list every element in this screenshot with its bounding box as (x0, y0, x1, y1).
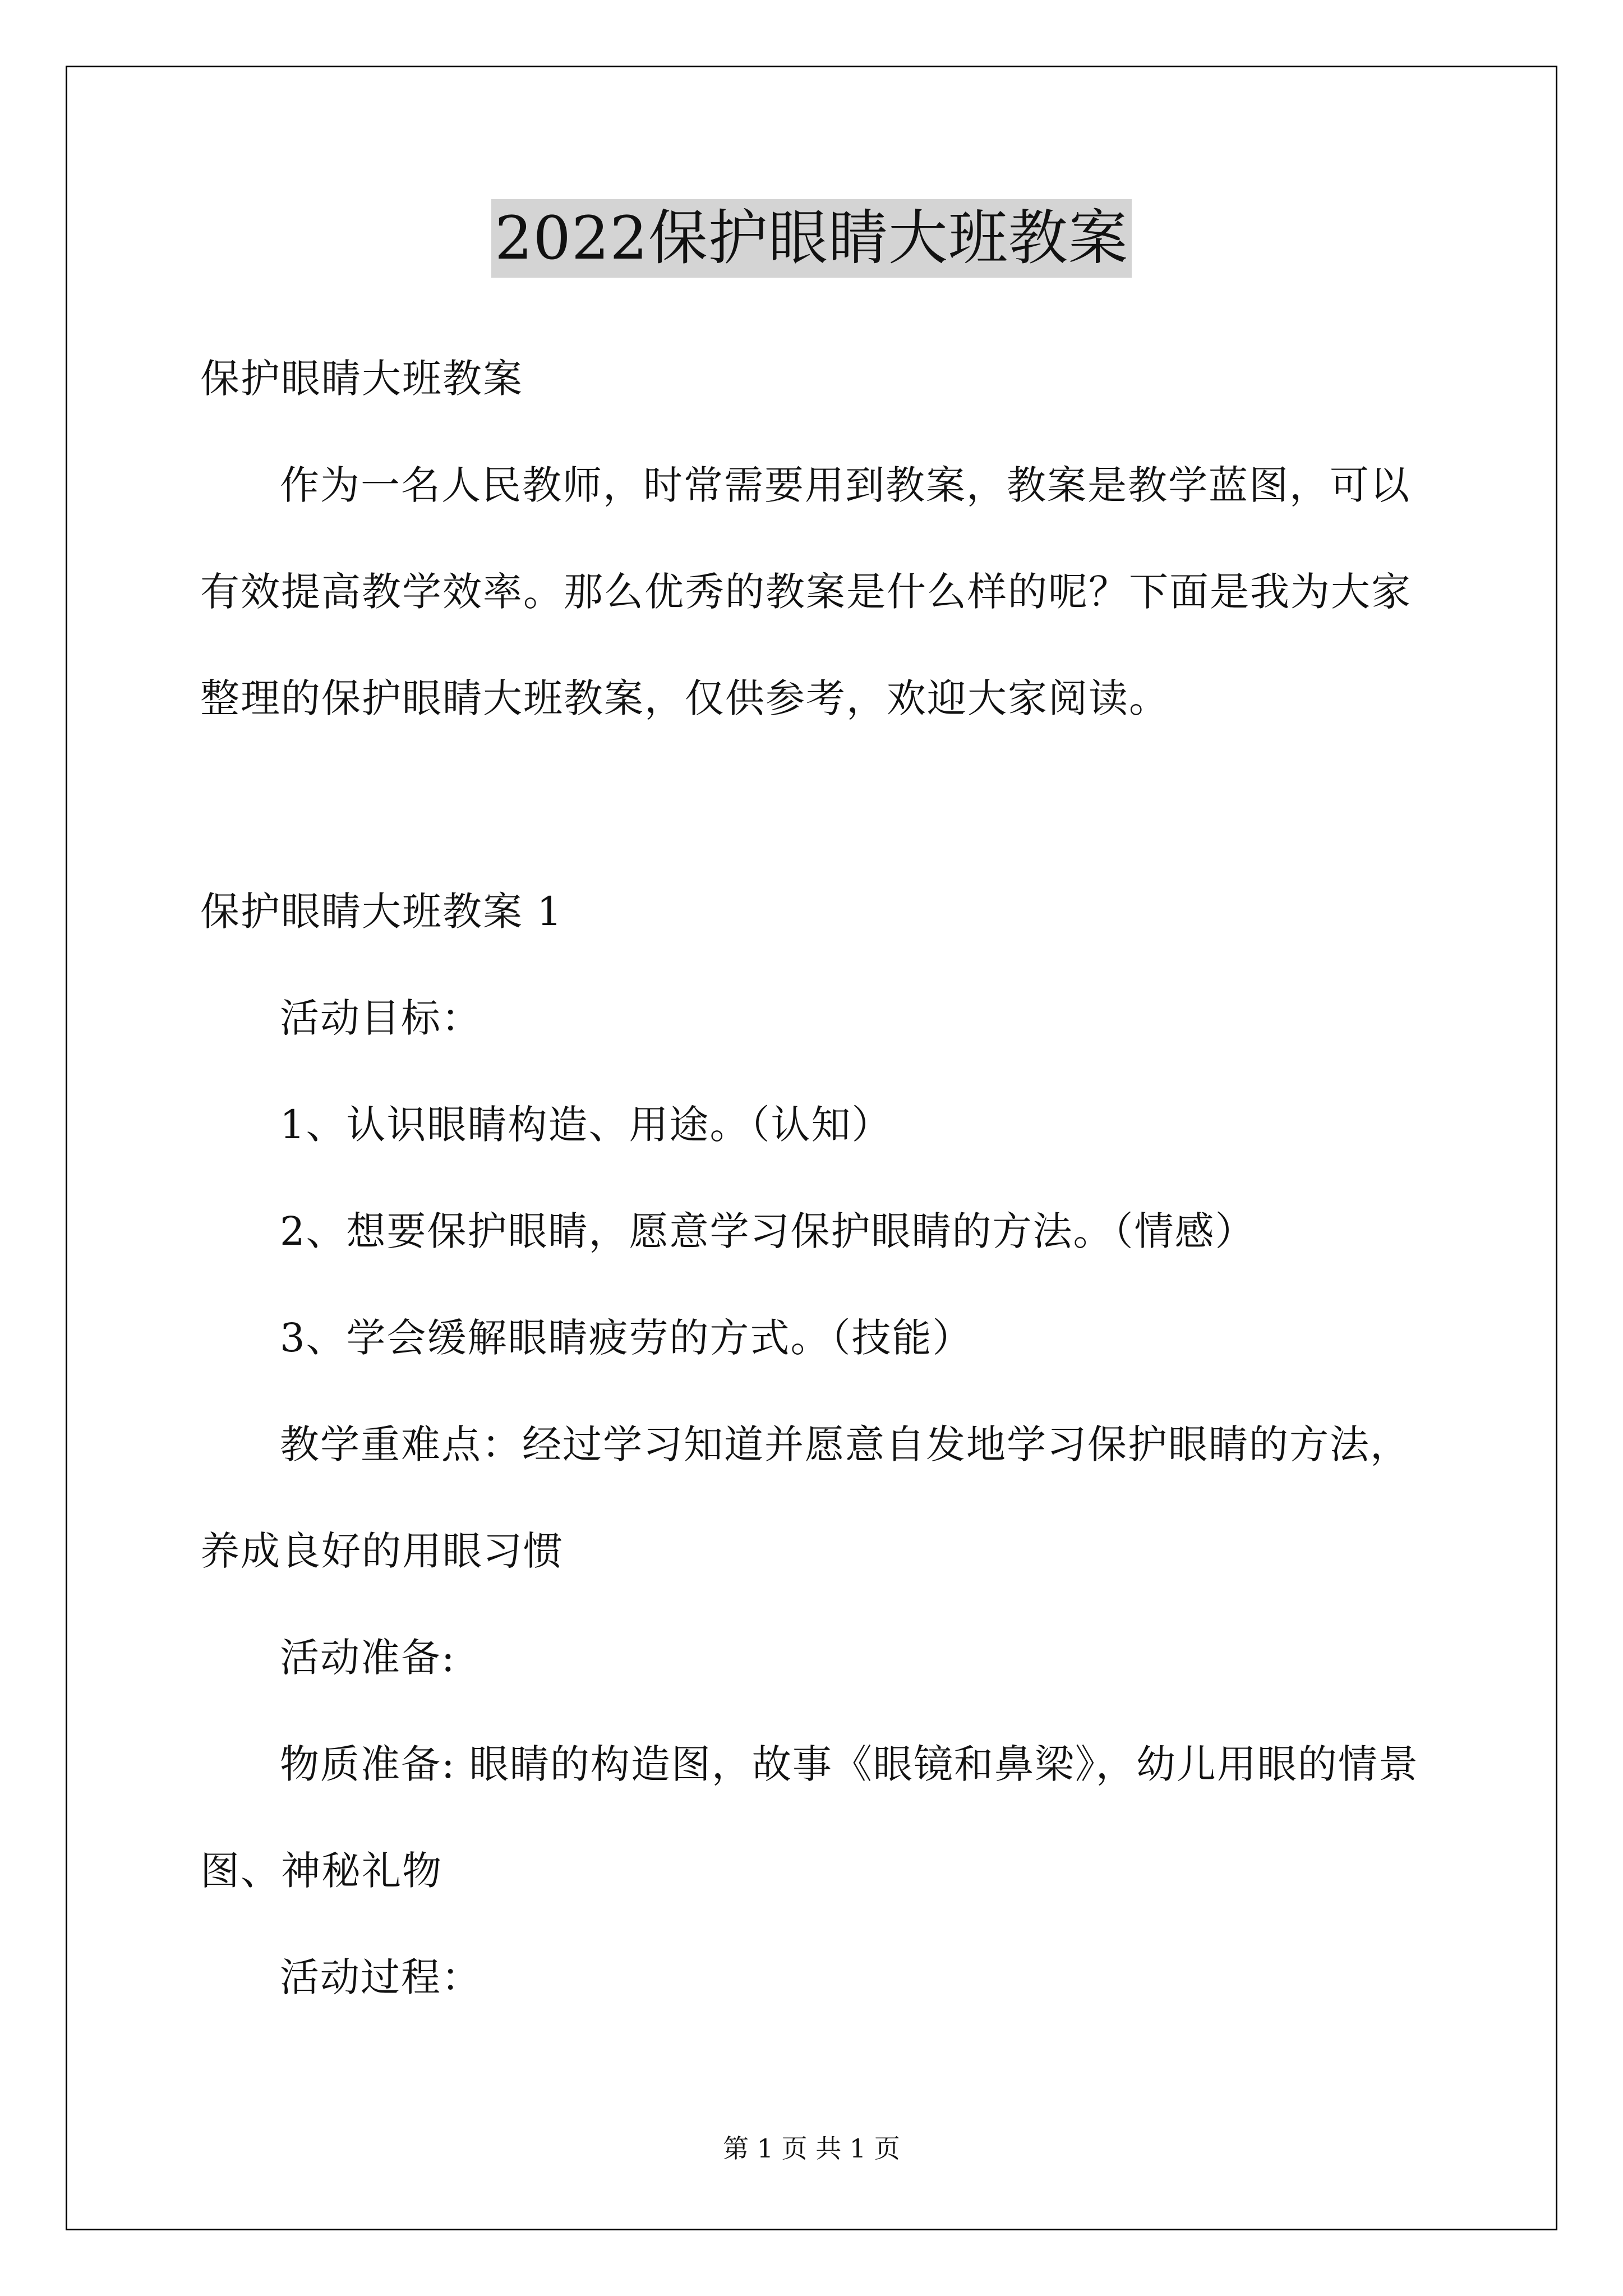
key-points-line-2: 养成良好的用眼习惯 (200, 1528, 564, 1574)
materials-line-1: 物质准备: 眼睛的构造图，故事《眼镜和鼻梁》，幼儿用眼的情景 (280, 1741, 1419, 1787)
goal-item-1: 1、认识眼睛构造、用途。（认知） (280, 1102, 892, 1148)
document-title: 2022保护眼睛大班教案 (491, 199, 1132, 278)
title-container (0, 199, 1623, 278)
materials-line-2: 图、神秘礼物 (200, 1848, 442, 1894)
process-heading: 活动过程： (280, 1954, 482, 2000)
section-heading-1: 保护眼睛大班教案 1 (200, 889, 563, 935)
intro-line-1: 作为一名人民教师，时常需要用到教案，教案是教学蓝图，可以 (280, 462, 1410, 508)
doc-subtitle: 保护眼睛大班教案 (200, 356, 523, 402)
intro-line-2: 有效提高教学效率。那么优秀的教案是什么样的呢？下面是我为大家 (200, 569, 1412, 615)
key-points-line-1: 教学重难点：经过学习知道并愿意自发地学习保护眼睛的方法， (280, 1421, 1410, 1467)
goals-heading: 活动目标： (280, 995, 482, 1041)
preparation-heading: 活动准备: (280, 1635, 456, 1681)
goal-item-2: 2、想要保护眼睛，愿意学习保护眼睛的方法。（情感） (280, 1208, 1256, 1254)
page-footer: 第 1 页 共 1 页 (723, 2133, 900, 2164)
goal-item-3: 3、学会缓解眼睛疲劳的方式。（技能） (280, 1315, 973, 1361)
intro-line-3: 整理的保护眼睛大班教案，仅供参考，欢迎大家阅读。 (200, 675, 1169, 721)
